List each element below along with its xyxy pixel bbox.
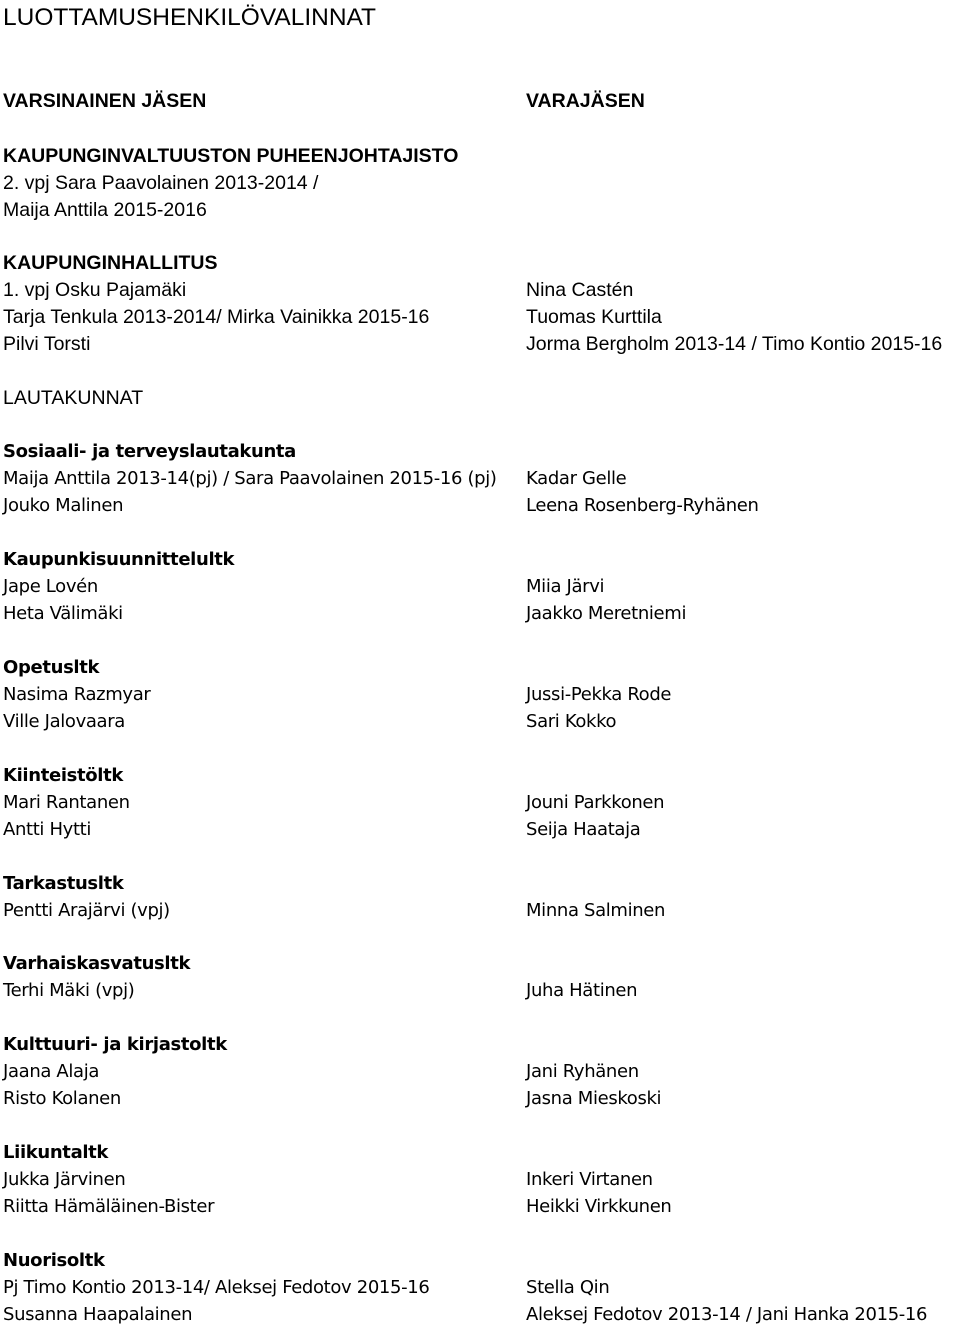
committee-substitute: Jaakko Meretniemi (526, 603, 687, 624)
committee-member: Mari Rantanen (3, 792, 130, 813)
committees-heading: LAUTAKUNNAT (3, 387, 144, 409)
committee-substitute: Minna Salminen (526, 900, 666, 921)
committee-substitute: Leena Rosenberg-Ryhänen (526, 495, 759, 516)
committee-name: Liikuntaltk (3, 1142, 109, 1163)
board-substitute: Jorma Bergholm 2013-14 / Timo Kontio 2015-16 (526, 333, 943, 355)
committee-name: Tarkastusltk (3, 873, 124, 894)
committee-member: Antti Hytti (3, 819, 92, 840)
board-substitute: Nina Castén (526, 279, 634, 301)
committee-name: Kaupunkisuunnittelultk (3, 549, 235, 570)
committee-name: Kulttuuri- ja kirjastoltk (3, 1034, 227, 1055)
committee-name: Nuorisoltk (3, 1250, 105, 1271)
committee-member: Jaana Alaja (3, 1061, 100, 1082)
committee-name: Varhaiskasvatusltk (3, 953, 191, 974)
board-substitute: Tuomas Kurttila (526, 306, 662, 328)
committee-substitute: Aleksej Fedotov 2013-14 / Jani Hanka 2015-16 (526, 1304, 928, 1325)
committee-member: Pentti Arajärvi (vpj) (3, 900, 170, 921)
board-heading: KAUPUNGINHALLITUS (3, 252, 218, 274)
board-member: Pilvi Torsti (3, 333, 91, 355)
council-line: 2. vpj Sara Paavolainen 2013-2014 / (3, 172, 319, 194)
committee-substitute: Inkeri Virtanen (526, 1169, 653, 1190)
committee-substitute: Kadar Gelle (526, 468, 627, 489)
header-primary-member: VARSINAINEN JÄSEN (3, 90, 207, 112)
council-line: Maija Anttila 2015-2016 (3, 199, 207, 221)
header-substitute: VARAJÄSEN (526, 90, 645, 112)
committee-substitute: Jouni Parkkonen (526, 792, 665, 813)
council-heading: KAUPUNGINVALTUUSTON PUHEENJOHTAJISTO (3, 145, 459, 167)
committee-member: Jape Lovén (3, 576, 98, 597)
committee-member: Risto Kolanen (3, 1088, 121, 1109)
committee-member: Riitta Hämäläinen-Bister (3, 1196, 215, 1217)
committee-name: Kiinteistöltk (3, 765, 123, 786)
committee-name: Opetusltk (3, 657, 100, 678)
committee-substitute: Miia Järvi (526, 576, 605, 597)
committee-member: Maija Anttila 2013-14(pj) / Sara Paavolainen 2015-16 (pj) (3, 468, 497, 489)
page-title: LUOTTAMUSHENKILÖVALINNAT (3, 4, 377, 31)
committee-member: Pj Timo Kontio 2013-14/ Aleksej Fedotov 2015-16 (3, 1277, 430, 1298)
committee-substitute: Seija Haataja (526, 819, 641, 840)
committee-member: Susanna Haapalainen (3, 1304, 193, 1325)
committee-substitute: Juha Hätinen (526, 980, 638, 1001)
committee-substitute: Sari Kokko (526, 711, 617, 732)
committee-substitute: Stella Qin (526, 1277, 610, 1298)
board-member: 1. vpj Osku Pajamäki (3, 279, 187, 301)
committee-member: Terhi Mäki (vpj) (3, 980, 135, 1001)
committee-member: Heta Välimäki (3, 603, 123, 624)
committee-member: Jouko Malinen (3, 495, 124, 516)
committee-substitute: Jani Ryhänen (526, 1061, 639, 1082)
committee-member: Ville Jalovaara (3, 711, 125, 732)
committee-substitute: Jussi-Pekka Rode (526, 684, 672, 705)
committee-name: Sosiaali- ja terveyslautakunta (3, 441, 296, 462)
committee-substitute: Jasna Mieskoski (526, 1088, 662, 1109)
board-member: Tarja Tenkula 2013-2014/ Mirka Vainikka 2015-16 (3, 306, 430, 328)
committee-member: Nasima Razmyar (3, 684, 151, 705)
committee-substitute: Heikki Virkkunen (526, 1196, 672, 1217)
committee-member: Jukka Järvinen (3, 1169, 126, 1190)
